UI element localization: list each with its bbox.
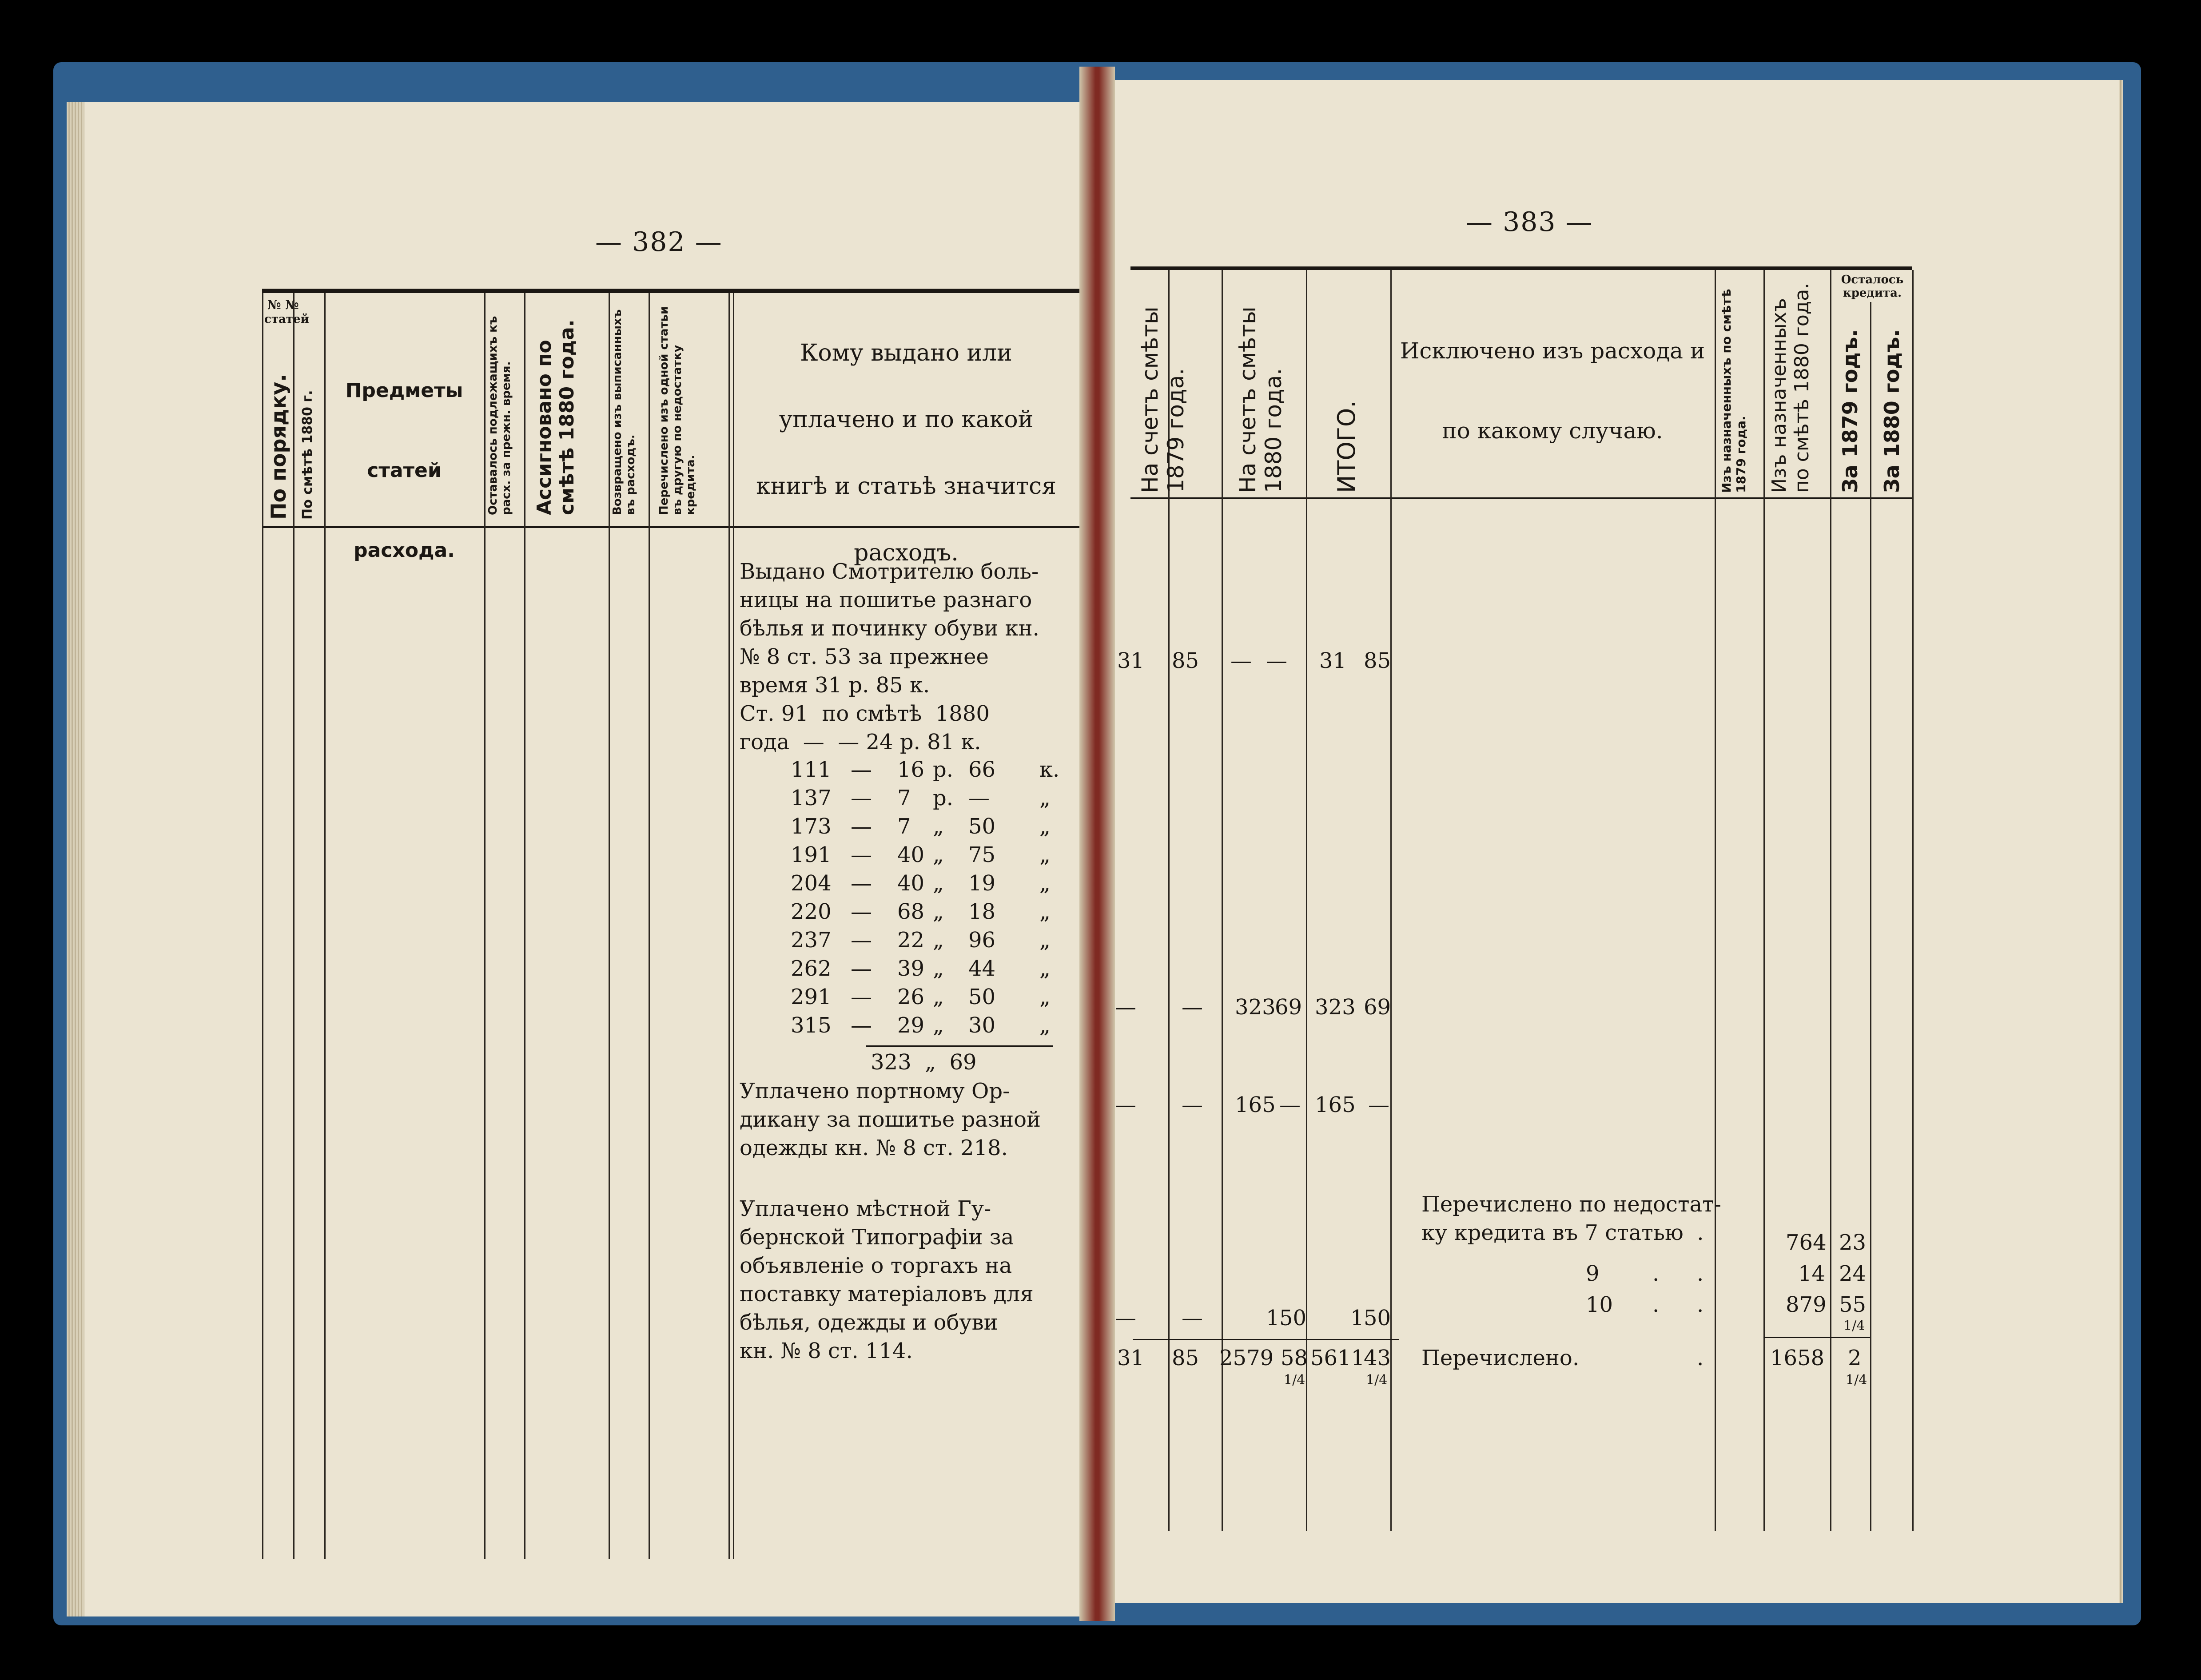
- row3-1879-kop: —: [1182, 1092, 1203, 1117]
- transfer-article: 9: [1586, 1261, 1600, 1286]
- transfer-rub: 764: [1786, 1230, 1827, 1255]
- row1-1880-kop: —: [1266, 648, 1287, 673]
- row2-1880-kop: 69: [1275, 995, 1302, 1020]
- dot-leader: .: [1697, 1292, 1704, 1317]
- header-col7: Кому выдано или уплачено и по какой книгѣ и статьѣ значится расходъ.: [756, 340, 1056, 566]
- article-rub: 22: [897, 928, 925, 953]
- article-number: 137: [791, 786, 832, 810]
- header-col1-top: № №: [267, 298, 299, 312]
- total-1879-kop: 85: [1172, 1346, 1199, 1370]
- article-number: 237: [791, 928, 832, 953]
- transfer-total-rub: 1658: [1770, 1346, 1825, 1370]
- sum-rule: [866, 1045, 1053, 1047]
- rub-mark: „: [933, 842, 944, 867]
- dash: —: [851, 871, 872, 896]
- col-line: [324, 293, 326, 1559]
- header-col1a: По порядку.: [267, 374, 291, 520]
- kop-mark: „: [1039, 956, 1051, 981]
- table-top-rule: [262, 289, 1102, 293]
- header-c3: ИТОГО.: [1333, 400, 1361, 493]
- row4-1879-kop: —: [1182, 1306, 1203, 1330]
- dash: —: [851, 928, 872, 953]
- row1-1879-kop: 85: [1172, 648, 1199, 673]
- dash: —: [851, 842, 872, 867]
- transfer-frac: 1/4: [1843, 1318, 1865, 1334]
- article-kop: 44: [968, 956, 996, 981]
- header-c7-top: Осталось кредита.: [1841, 273, 1904, 300]
- total-1879-rub: 31: [1117, 1346, 1145, 1370]
- book-spine: [1079, 67, 1115, 1621]
- rub-mark: „: [933, 985, 944, 1009]
- article-number: 315: [791, 1013, 832, 1038]
- kop-mark: „: [1039, 842, 1051, 867]
- row2-1879-kop: —: [1182, 995, 1203, 1020]
- transfer-total-frac: 1/4: [1846, 1372, 1867, 1388]
- kop-mark: к.: [1039, 757, 1060, 782]
- transfer-sum-rule: [1763, 1337, 1870, 1338]
- dash: —: [851, 1013, 872, 1038]
- entry-tipografia: Уплачено мѣстной Гу- бернской Типографіи за объявленіе о торгахъ на поставку матеріаловъ для бѣлья, одежды и обуви кн. № 8 ст. 114.: [740, 1196, 1034, 1363]
- article-number: 111: [791, 757, 832, 782]
- header-c7b: За 1880 годъ.: [1880, 329, 1904, 493]
- col-line: [1222, 270, 1223, 1531]
- row4-total-kop: 50: [1364, 1306, 1391, 1330]
- col-line: [733, 293, 734, 1559]
- row4-1880-kop: 50: [1279, 1306, 1307, 1330]
- kop-mark: „: [1039, 1013, 1051, 1038]
- col-line: [262, 293, 263, 1559]
- rub-mark: „: [933, 871, 944, 896]
- kop-mark: „: [1039, 928, 1051, 953]
- dash: —: [851, 956, 872, 981]
- rub-mark: „: [933, 928, 944, 953]
- col-line: [1715, 270, 1716, 1531]
- page-number: — 382 —: [595, 226, 723, 258]
- article-rub: 7: [897, 814, 911, 839]
- total-sum-kop: 43: [1364, 1346, 1391, 1370]
- header-col6: Перечислено изъ одной статьи въ другую по недостатку кредита.: [657, 306, 697, 515]
- article-rub: 68: [897, 899, 925, 924]
- total-sum-rub: 5611: [1310, 1346, 1365, 1370]
- header-col5: Возвращено изъ выписанныхъ въ расходъ.: [611, 309, 637, 515]
- row1-total-rub: 31: [1319, 648, 1347, 673]
- article-kop: 66: [968, 757, 996, 782]
- article-rub: 7: [897, 786, 911, 810]
- totals-rule: [1133, 1339, 1399, 1340]
- article-number: 291: [791, 985, 832, 1009]
- article-rub: 39: [897, 956, 925, 981]
- header-col2: Предметы статей расхода.: [345, 379, 463, 562]
- total-1880-rub: 2579: [1219, 1346, 1274, 1370]
- header-col4: Ассигновано по смѣтѣ 1880 года.: [533, 319, 578, 515]
- article-number: 173: [791, 814, 832, 839]
- left-page: [84, 102, 1102, 1616]
- row4-1880-rub: 1: [1266, 1306, 1280, 1330]
- article-kop: 19: [968, 871, 996, 896]
- dash: —: [851, 899, 872, 924]
- header-col1-sub: статей: [264, 313, 309, 326]
- kop-mark: „: [1039, 814, 1051, 839]
- col-line: [1870, 302, 1871, 1531]
- article-kop: 50: [968, 985, 996, 1009]
- article-number: 204: [791, 871, 832, 896]
- transfer-kop: 55: [1839, 1292, 1867, 1317]
- row4-1879: —: [1115, 1306, 1136, 1330]
- article-number: 191: [791, 842, 832, 867]
- col-line: [649, 293, 650, 1559]
- article-kop: 96: [968, 928, 996, 953]
- transfer-kop: 24: [1839, 1261, 1867, 1286]
- dash: —: [851, 786, 872, 810]
- article-number: 220: [791, 899, 832, 924]
- article-rub: 29: [897, 1013, 925, 1038]
- row2-1879: —: [1115, 995, 1136, 1020]
- row1-1879-rub: 31: [1117, 648, 1145, 673]
- dot-leader: .: [1572, 1346, 1580, 1370]
- col-line: [293, 293, 295, 1559]
- col-line: [728, 293, 730, 1559]
- transfer-kop: 23: [1839, 1230, 1867, 1255]
- total-1880-frac: 1/4: [1284, 1372, 1305, 1388]
- dash: —: [851, 757, 872, 782]
- row3-1880-rub: 165: [1235, 1092, 1276, 1117]
- article-rub: 40: [897, 842, 925, 867]
- col-line: [484, 293, 486, 1559]
- table-top-rule: [1130, 266, 1912, 270]
- kop-mark: „: [1039, 899, 1051, 924]
- dash: —: [851, 985, 872, 1009]
- total-sum-frac: 1/4: [1366, 1372, 1388, 1388]
- col-line: [524, 293, 525, 1559]
- header-c7a: За 1879 годъ.: [1838, 329, 1862, 493]
- article-rub: 40: [897, 871, 925, 896]
- row1-1880: —: [1230, 648, 1252, 673]
- article-rub: 16: [897, 757, 925, 782]
- transfer-rub: 879: [1786, 1292, 1827, 1317]
- transfer-rub: 14: [1798, 1261, 1826, 1286]
- row2-total-rub: 323: [1315, 995, 1356, 1020]
- col-line: [609, 293, 610, 1559]
- row1-total-kop: 85: [1364, 648, 1391, 673]
- article-number: 262: [791, 956, 832, 981]
- col-line: [1830, 270, 1831, 1531]
- transfer-total-kop: 2: [1848, 1346, 1862, 1370]
- header-col1b: По смѣтѣ 1880 г.: [300, 390, 315, 520]
- transfer-text: Перечислено по недостат- ку кредита въ 7 статью .: [1421, 1192, 1721, 1245]
- row2-1880-rub: 323: [1235, 995, 1276, 1020]
- row4-total-rub: 1: [1350, 1306, 1364, 1330]
- article-kop: 30: [968, 1013, 996, 1038]
- col-line: [1390, 270, 1392, 1531]
- kop-mark: „: [1039, 871, 1051, 896]
- row2-total-kop: 69: [1364, 995, 1391, 1020]
- rub-mark: „: [933, 956, 944, 981]
- row3-total-kop: —: [1368, 1092, 1389, 1117]
- row3-total-rub: 165: [1315, 1092, 1356, 1117]
- total-1880-kop: 58: [1281, 1346, 1308, 1370]
- header-c1: На счетъ смѣты 1879 года.: [1137, 306, 1189, 493]
- dash: —: [851, 814, 872, 839]
- col-line: [1763, 270, 1765, 1531]
- right-page: [1106, 80, 2119, 1603]
- entry-smotritel: Выдано Смотрителю боль- ницы на пошитье разнаго бѣлья и починку обуви кн. № 8 ст. 53 за прежнее время 31 р. 85 к.: [740, 559, 1039, 698]
- kop-mark: „: [1039, 786, 1051, 810]
- entry-list-total: 323 „ 69: [871, 1050, 977, 1075]
- col-line: [1912, 270, 1914, 1531]
- article-rub: 26: [897, 985, 925, 1009]
- rub-mark: р.: [933, 786, 953, 810]
- transfer-article: 10: [1586, 1292, 1613, 1317]
- header-c5: Изъ назначенныхъ по смѣтѣ 1879 года.: [1719, 289, 1748, 493]
- dot-leader: .: [1697, 1346, 1704, 1370]
- kop-mark: „: [1039, 985, 1051, 1009]
- entry-ordikan: Уплачено портному Ор- дикану за пошитье разной одежды кн. № 8 ст. 218.: [740, 1079, 1041, 1160]
- header-c6: Изъ назначенныхъ по смѣтѣ 1880 года.: [1768, 282, 1813, 493]
- header-c2: На счетъ смѣты 1880 года.: [1235, 306, 1286, 493]
- article-kop: 75: [968, 842, 996, 867]
- article-kop: —: [968, 786, 990, 810]
- rub-mark: „: [933, 899, 944, 924]
- header-col3: Оставалось подлежащихъ къ расх. за прежн. время.: [486, 316, 513, 515]
- dot-leader: .: [1697, 1261, 1704, 1286]
- col-line: [1306, 270, 1307, 1531]
- transfer-total-label: Перечислено: [1421, 1346, 1572, 1370]
- article-kop: 18: [968, 899, 996, 924]
- rub-mark: „: [933, 1013, 944, 1038]
- dot-leader: .: [1652, 1292, 1660, 1317]
- header-c4: Исключено изъ расхода и по какому случаю.: [1400, 338, 1705, 444]
- row3-1880-kop: —: [1279, 1092, 1301, 1117]
- rub-mark: р.: [933, 757, 953, 782]
- article-kop: 50: [968, 814, 996, 839]
- entry-list-head: Ст. 91 по смѣтѣ 1880 года — — 24 р. 81 к.: [740, 701, 990, 755]
- rub-mark: „: [933, 814, 944, 839]
- header-bottom-rule: [1130, 497, 1912, 499]
- page-number: — 383 —: [1466, 207, 1593, 238]
- dot-leader: .: [1652, 1261, 1660, 1286]
- row3-1879: —: [1115, 1092, 1136, 1117]
